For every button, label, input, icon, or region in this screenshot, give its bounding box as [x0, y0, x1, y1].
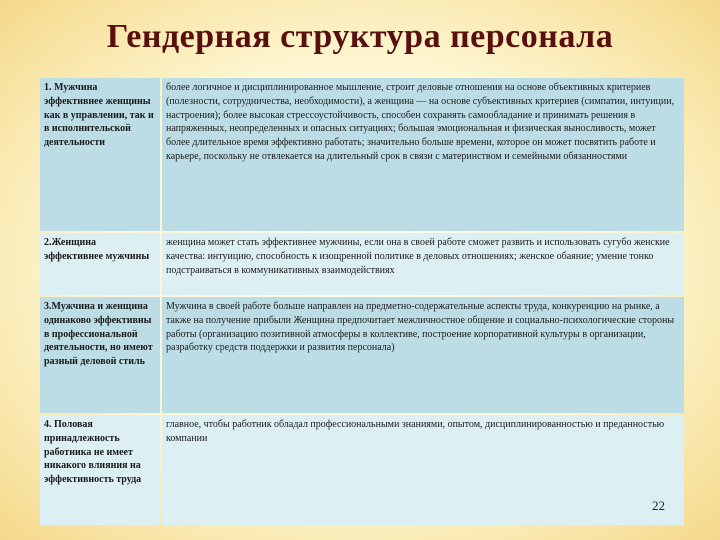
gender-structure-table	[38, 76, 686, 527]
row-description: главное, чтобы работник обладал профессиональными знаниями, опытом, дисциплинированностью и преданностью компании	[162, 415, 684, 525]
table-row	[40, 297, 684, 413]
row-label: 4. Половая принадлежность работника не имеет никакого влияния на эффективность труда	[40, 415, 160, 525]
row-description: женщина может стать эффективнее мужчины, если она в своей работе сможет развить и использовать сугубо женские качества: интуицию, способность к изощренной политике в деловых отношениях; женское обаяние; умение тонко подстраиваться в коммуникативных взаимодействиях	[162, 233, 684, 295]
row-label: 3.Мужчина и женщина одинаково эффективны в профессиональной деятельности, но имеют разный деловой стиль	[40, 297, 160, 413]
page-number: 22	[652, 498, 665, 513]
table-row	[40, 415, 684, 525]
slide-title: Гендерная структура персонала	[106, 18, 614, 55]
table-row	[40, 233, 684, 295]
row-description: более логичное и дисциплинированное мышление, строит деловые отношения на основе объективных критериев (полезности, сотрудничества, необходимости), а женщина — на основе субъективных критериев (симпатии, интуиции, настроения); более высокая стрессоустойчивость, способен сохранять самообладание и принимать решения в напряженных, неопределенных и опасных ситуациях; большая эмоциональная и физическая выносливость, может более длительное время эффективно работать; значительно больше времени, которое он может посвятить работе и карьере, поскольку не отвлекается на длительный срок в связи с материнством и семейными обязанностями	[162, 78, 684, 231]
table-row	[40, 78, 684, 231]
row-description: Мужчина в своей работе больше направлен на предметно-содержательные аспекты труда, конкуренцию на рынке, а также на получение прибыли Женщина предпочитает межличностное общение и социально-психологические стороны работы (организацию позитивной атмосферы в коллективе, построение корпоративной культуры в организации, разработку средств поддержки и развития персонала)	[162, 297, 684, 413]
row-label: 2.Женщина эффективнее мужчины	[40, 233, 160, 295]
row-label: 1. Мужчина эффективнее женщины как в управлении, так и в исполнительской деятельности	[40, 78, 160, 231]
